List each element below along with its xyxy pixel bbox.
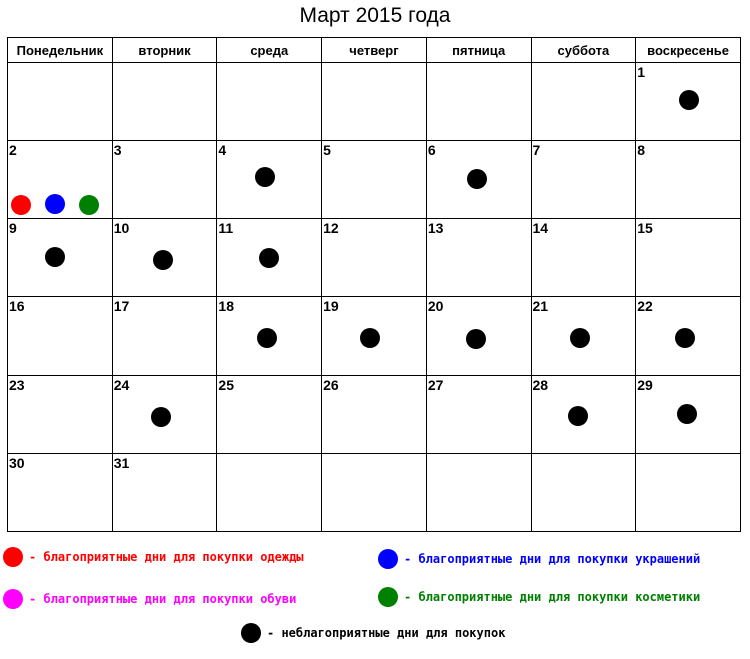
unfavorable-dot-icon — [679, 90, 699, 110]
day-cell — [531, 375, 636, 453]
unfavorable-dot-icon — [153, 250, 173, 270]
day-number: 21 — [532, 298, 549, 315]
legend-cosmetics — [378, 587, 700, 607]
legend-jewelry — [378, 549, 700, 569]
weekday-header: вторник — [112, 38, 217, 63]
week-row — [8, 219, 741, 297]
day-cell — [426, 375, 531, 453]
weekday-header: среда — [217, 38, 322, 63]
day-number: 14 — [532, 220, 549, 237]
weekday-header-row — [8, 38, 741, 63]
day-number: 26 — [323, 376, 339, 393]
legend-unfavorable-text: - неблагоприятные дни для покупок — [267, 626, 506, 640]
weekday-header: Понедельник — [8, 38, 113, 63]
day-cell — [112, 297, 217, 375]
legend-clothes-text: - благоприятные дни для покупки одежды — [29, 550, 304, 564]
day-cell — [8, 297, 113, 375]
day-cell — [531, 297, 636, 375]
day-number: 24 — [113, 376, 130, 393]
day-cell — [217, 219, 322, 297]
legend-unfavorable — [241, 623, 505, 643]
day-number: 11 — [218, 220, 234, 237]
day-cell — [636, 297, 741, 375]
day-cell — [322, 63, 427, 141]
day-cell — [531, 453, 636, 531]
clothes-dot-icon — [11, 195, 31, 215]
day-cell — [112, 141, 217, 219]
day-cell — [322, 141, 427, 219]
day-cell — [322, 297, 427, 375]
unfavorable-dot-icon — [466, 329, 486, 349]
day-number: 28 — [532, 376, 549, 393]
weekday-header: четверг — [322, 38, 427, 63]
calendar-title: Март 2015 года — [299, 4, 451, 27]
day-cell — [8, 453, 113, 531]
day-number: 12 — [323, 220, 339, 237]
unfavorable-dot-icon — [257, 328, 277, 348]
day-number: 13 — [427, 220, 444, 237]
day-cell — [426, 453, 531, 531]
day-cell — [217, 453, 322, 531]
day-cell — [112, 375, 217, 453]
day-cell — [636, 375, 741, 453]
day-cell — [8, 63, 113, 141]
day-cell — [636, 63, 741, 141]
day-number: 10 — [113, 220, 130, 237]
weekday-header: воскресенье — [636, 38, 741, 63]
week-row — [8, 63, 741, 141]
day-number: 18 — [218, 298, 234, 315]
legend-shoes — [3, 589, 296, 609]
day-number: 15 — [637, 220, 653, 237]
unfavorable-dot-icon — [259, 248, 279, 268]
day-cell — [636, 141, 741, 219]
unfavorable-dot-icon — [570, 328, 590, 348]
day-number: 4 — [218, 142, 227, 159]
magenta-dot-icon — [3, 589, 23, 609]
day-cell — [636, 219, 741, 297]
unfavorable-dot-icon — [675, 328, 695, 348]
day-number: 6 — [427, 142, 436, 159]
day-cell — [531, 63, 636, 141]
day-cell — [531, 141, 636, 219]
legend-shoes-text: - благоприятные дни для покупки обуви — [29, 592, 297, 606]
day-number: 31 — [113, 454, 130, 471]
legend-cosmetics-text: - благоприятные дни для покупки косметики — [404, 590, 701, 604]
day-number: 16 — [9, 298, 25, 315]
day-cell — [217, 63, 322, 141]
day-number: 3 — [113, 142, 122, 159]
day-cell — [112, 219, 217, 297]
legend-jewelry-text: - благоприятные дни для покупки украшений — [404, 552, 701, 566]
day-cell — [426, 141, 531, 219]
day-number: 1 — [637, 64, 646, 80]
day-number: 30 — [9, 454, 25, 471]
day-number: 7 — [532, 142, 541, 159]
week-row — [8, 297, 741, 375]
unfavorable-dot-icon — [677, 404, 697, 424]
week-row — [8, 141, 741, 219]
day-number: 25 — [218, 376, 234, 393]
cosmetics-dot-icon — [79, 195, 99, 215]
day-number: 29 — [637, 376, 653, 393]
day-number: 17 — [113, 298, 130, 315]
weekday-header: суббота — [531, 38, 636, 63]
day-number: 20 — [427, 298, 444, 315]
day-number: 19 — [323, 298, 339, 315]
day-number: 23 — [9, 376, 25, 393]
day-cell — [8, 375, 113, 453]
day-cell — [217, 375, 322, 453]
day-number: 9 — [9, 220, 17, 237]
unfavorable-dot-icon — [45, 247, 65, 267]
day-cell — [112, 453, 217, 531]
day-cell — [217, 297, 322, 375]
blue-dot-icon — [378, 549, 398, 569]
weekday-header: пятница — [426, 38, 531, 63]
unfavorable-dot-icon — [467, 169, 487, 189]
day-number: 27 — [427, 376, 444, 393]
red-dot-icon — [3, 547, 23, 567]
day-cell — [426, 219, 531, 297]
unfavorable-dot-icon — [151, 407, 171, 427]
unfavorable-dot-icon — [255, 167, 275, 187]
calendar-grid — [7, 37, 741, 532]
jewelry-dot-icon — [45, 194, 65, 214]
legend-clothes — [3, 547, 304, 567]
day-cell — [322, 219, 427, 297]
green-dot-icon — [378, 587, 398, 607]
day-number: 2 — [9, 142, 17, 159]
day-number: 22 — [637, 298, 653, 315]
unfavorable-dot-icon — [360, 328, 380, 348]
day-cell — [217, 141, 322, 219]
unfavorable-dot-icon — [568, 406, 588, 426]
day-cell — [8, 219, 113, 297]
day-cell — [426, 297, 531, 375]
week-row — [8, 453, 741, 531]
day-number: 5 — [323, 142, 331, 159]
black-dot-icon — [241, 623, 261, 643]
day-cell — [636, 453, 741, 531]
day-cell — [8, 141, 113, 219]
day-cell — [112, 63, 217, 141]
day-cell — [426, 63, 531, 141]
week-row — [8, 375, 741, 453]
day-cell — [322, 453, 427, 531]
day-cell — [322, 375, 427, 453]
day-cell — [531, 219, 636, 297]
day-number: 8 — [637, 142, 646, 159]
